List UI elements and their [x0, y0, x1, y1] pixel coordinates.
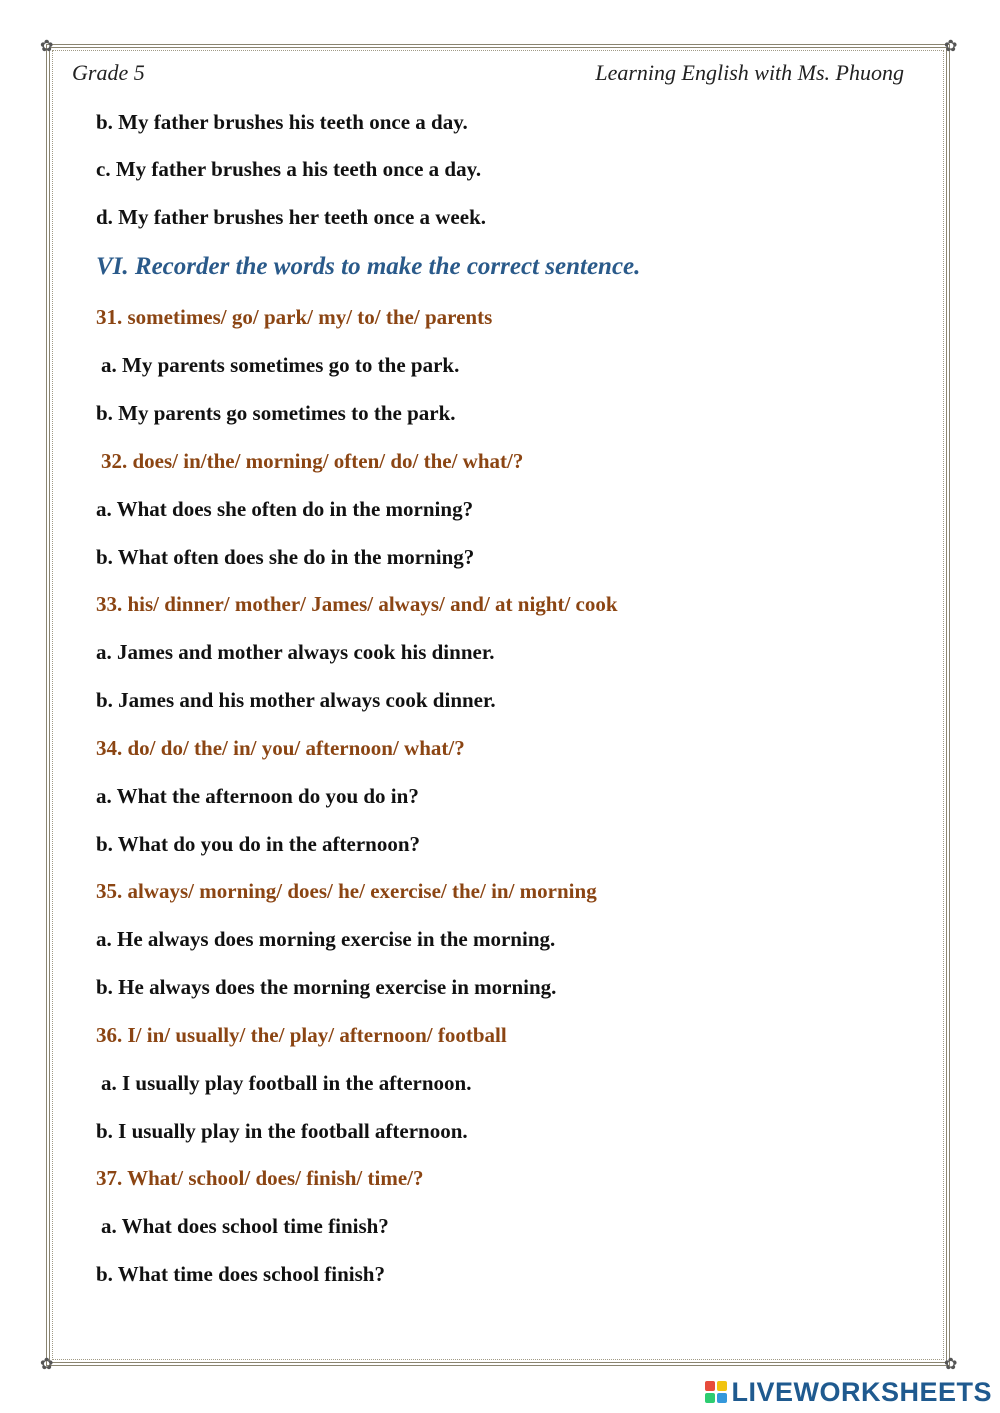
option-line: b. What time does school finish? — [96, 1262, 385, 1286]
option-line: a. My parents sometimes go to the park. — [101, 353, 460, 377]
corner-ornament-icon: ✿ — [944, 36, 958, 55]
option-line: a. What does school time finish? — [101, 1214, 389, 1238]
question-line: 32. does/ in/the/ morning/ often/ do/ the/ what/? — [101, 449, 524, 473]
header-grade: Grade 5 — [72, 60, 145, 85]
liveworksheets-text: LIVEWORKSHEETS — [731, 1376, 992, 1407]
option-line: c. My father brushes a his teeth once a day. — [96, 157, 482, 181]
option-line: b. What often does she do in the morning? — [96, 545, 475, 569]
corner-ornament-icon: ✿ — [944, 1354, 958, 1373]
option-line: a. What does she often do in the morning? — [96, 497, 474, 521]
option-line: a. I usually play football in the afternoon. — [101, 1071, 472, 1095]
option-line: a. James and mother always cook his dinner. — [96, 640, 495, 664]
option-line: a. He always does morning exercise in the morning. — [96, 927, 556, 951]
liveworksheets-logo[interactable] — [705, 1377, 992, 1407]
question-line: 35. always/ morning/ does/ he/ exercise/ the/ in/ morning — [96, 879, 597, 903]
question-line: 34. do/ do/ the/ in/ you/ afternoon/ what/? — [96, 736, 465, 760]
question-line: 33. his/ dinner/ mother/ James/ always/ and/ at night/ cook — [96, 592, 618, 616]
option-line: b. James and his mother always cook dinner. — [96, 688, 496, 712]
option-line: a. What the afternoon do you do in? — [96, 784, 419, 808]
option-line: b. He always does the morning exercise in morning. — [96, 975, 557, 999]
option-line: b. What do you do in the afternoon? — [96, 832, 421, 856]
option-line: b. I usually play in the football afternoon. — [96, 1119, 468, 1143]
section-title: VI. Recorder the words to make the correct sentence. — [96, 253, 641, 280]
corner-ornament-icon: ✿ — [40, 36, 54, 55]
option-line: b. My parents go sometimes to the park. — [96, 401, 456, 425]
question-line: 36. I/ in/ usually/ the/ play/ afternoon/ football — [96, 1023, 507, 1047]
liveworksheets-icon — [705, 1381, 727, 1403]
question-line: 31. sometimes/ go/ park/ my/ to/ the/ parents — [96, 305, 493, 329]
corner-ornament-icon: ✿ — [40, 1354, 54, 1373]
option-line: b. My father brushes his teeth once a day. — [96, 110, 468, 134]
question-line: 37. What/ school/ does/ finish/ time/? — [96, 1166, 424, 1190]
option-line: d. My father brushes her teeth once a week. — [96, 205, 487, 229]
header-course: Learning English with Ms. Phuong — [595, 60, 904, 85]
